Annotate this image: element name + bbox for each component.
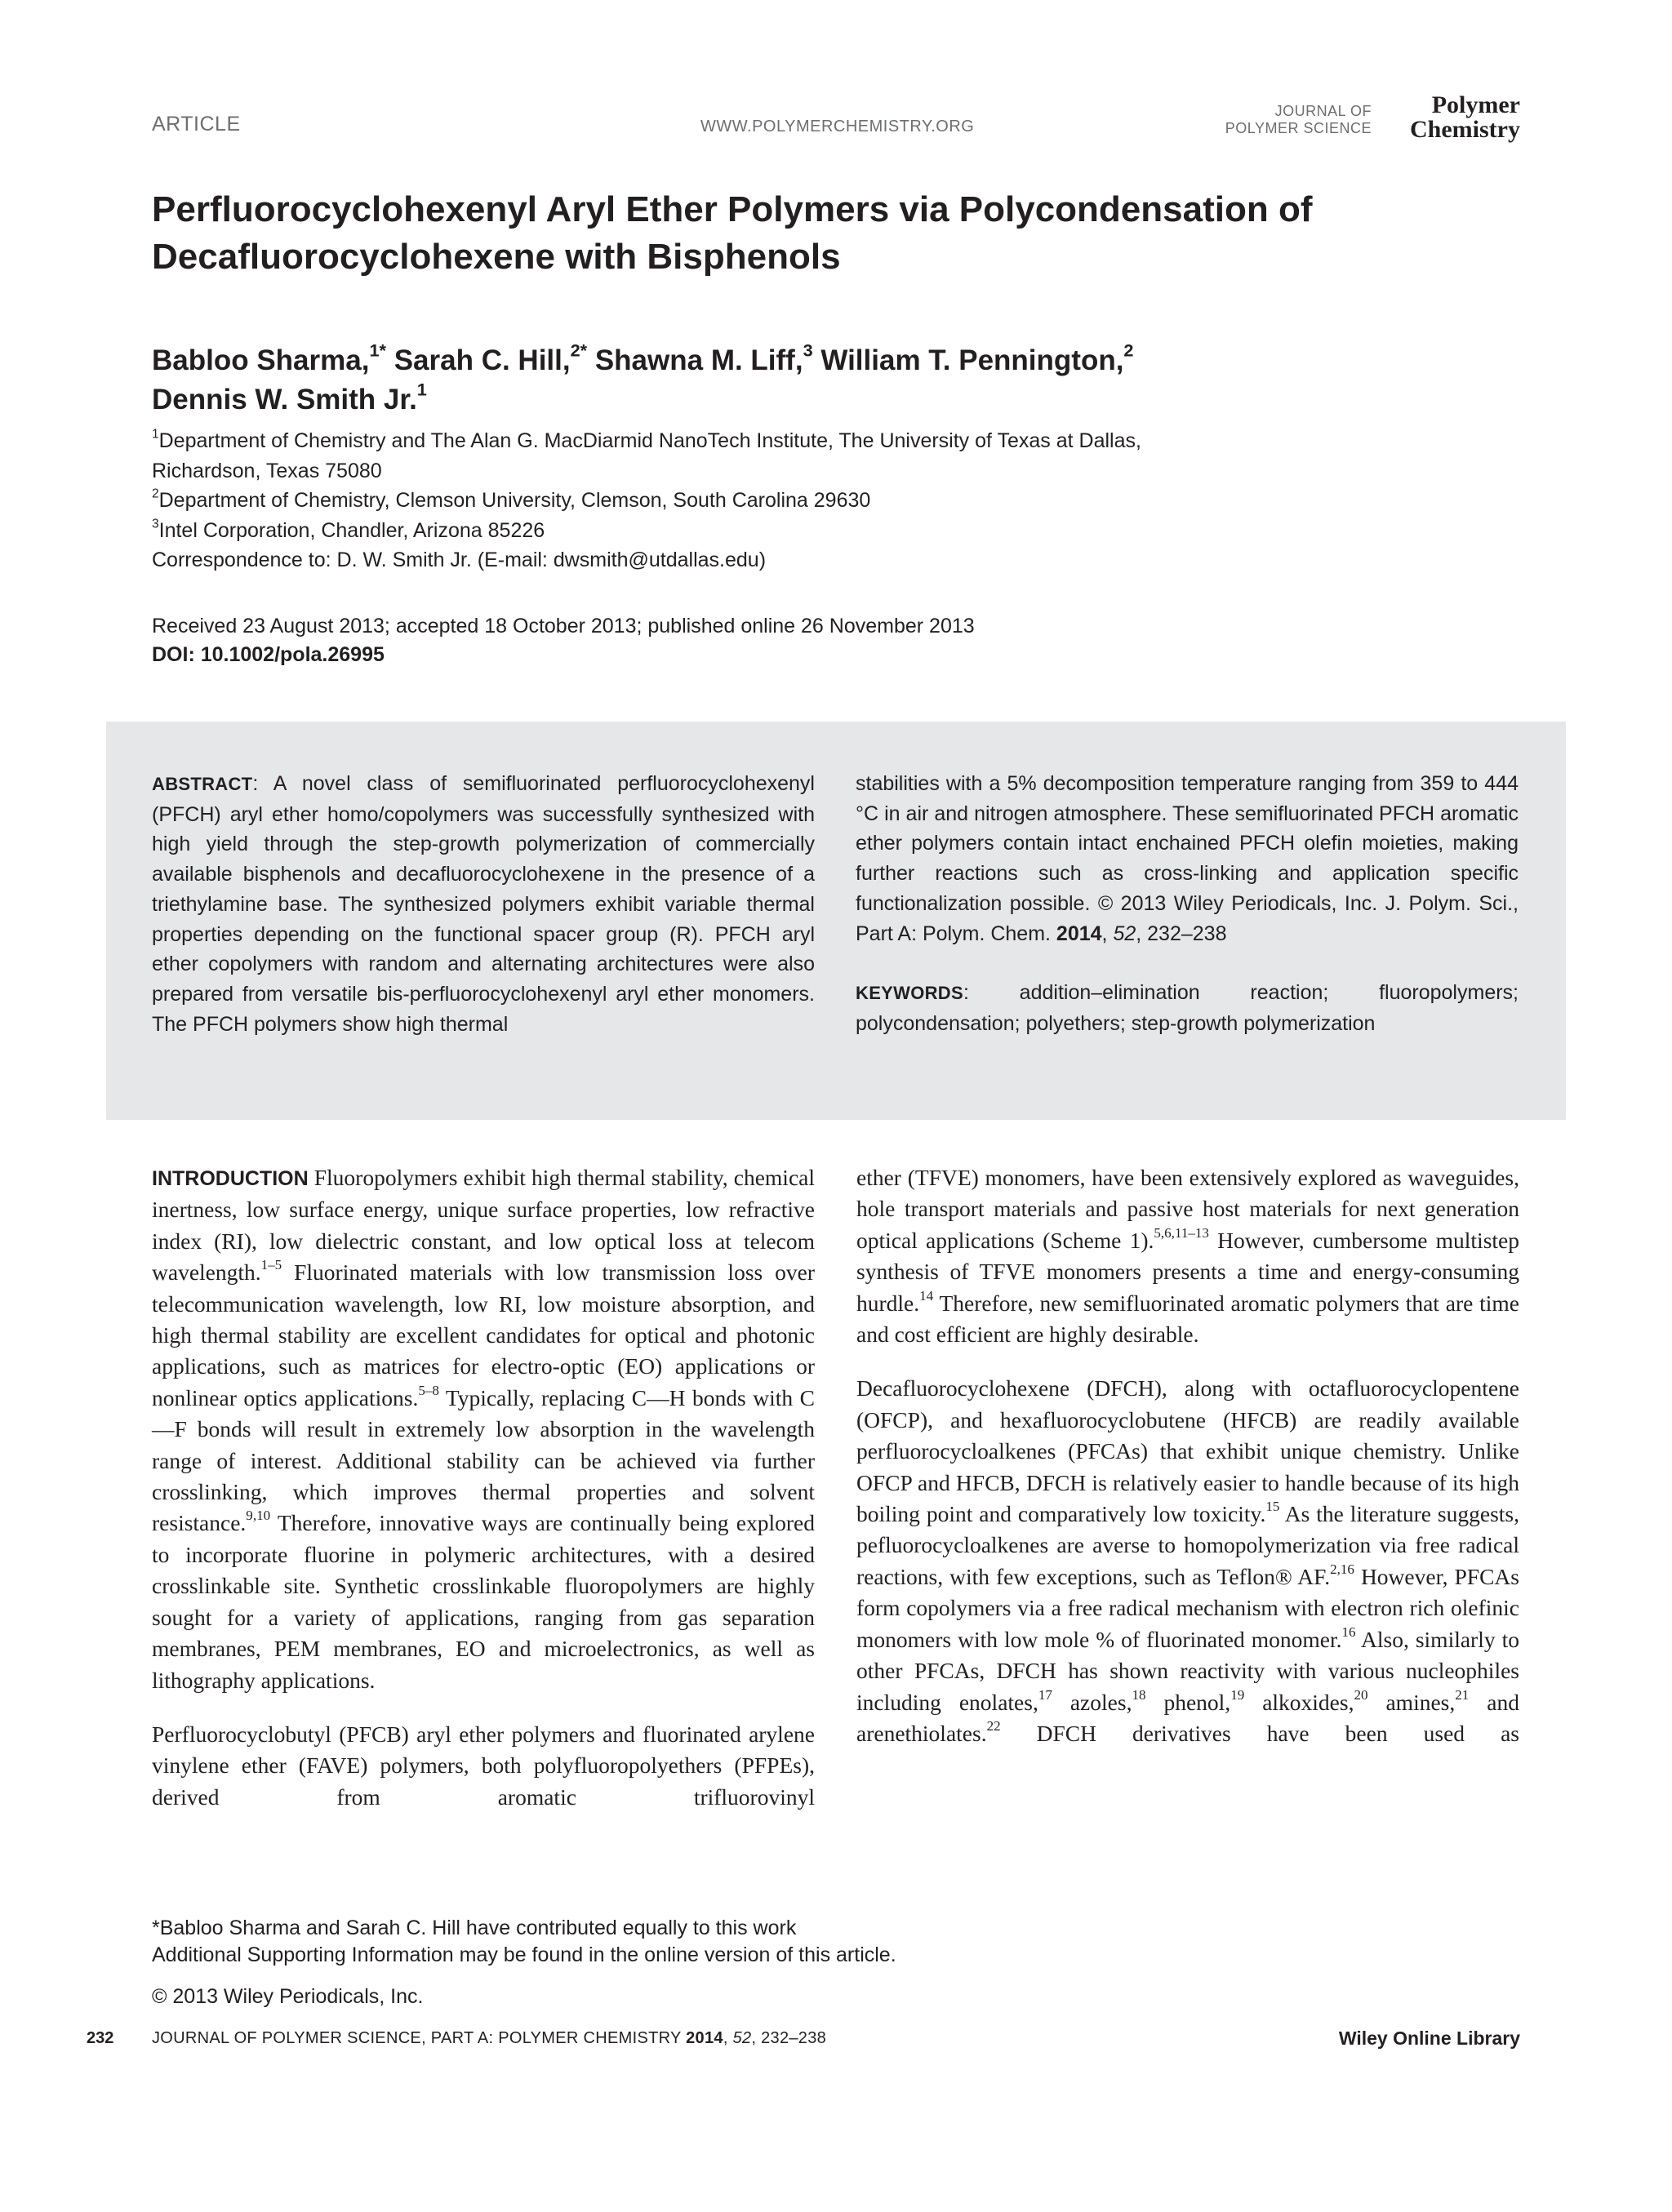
affiliation-number: 2: [152, 486, 159, 501]
citation[interactable]: 5,6,11–13: [1154, 1225, 1209, 1241]
citation[interactable]: 16: [1341, 1623, 1356, 1640]
paragraph-text: azoles,: [1052, 1689, 1132, 1715]
footer-journal-name: JOURNAL OF POLYMER SCIENCE, PART A: POLYMER CHEMISTRY: [152, 2029, 682, 2047]
paragraph-text: As the literature suggests, pefluorocycloalkenes are averse to homopolymerization via free radical reactions, with few exceptions, such as Teflon® AF.: [856, 1501, 1519, 1589]
paragraph-text: However, cumbersome multistep synthesis of TFVE monomers presents a time and energy-consuming hurdle.: [856, 1227, 1519, 1316]
citation[interactable]: 5–8: [418, 1383, 439, 1399]
section-label: ARTICLE: [152, 113, 241, 135]
citation[interactable]: 14: [919, 1287, 934, 1304]
paragraph-text: phenol,: [1145, 1689, 1231, 1715]
affiliation-text: Department of Chemistry, Clemson University, Clemson, South Carolina 29630: [158, 489, 871, 512]
keywords: [856, 978, 1519, 1038]
paragraph-text: Typically, replacing C—H bonds with C—F bonds will result in extremely low absorption in the wavelength range of interest. Additional stability can be achieved via further crosslinking, which improves thermal properties and solvent resistance.: [152, 1384, 816, 1536]
journal-name-line1: JOURNAL OF: [1274, 103, 1372, 119]
affiliation-line: [152, 516, 1523, 546]
citation[interactable]: 1–5: [260, 1257, 282, 1273]
affiliation-number: 3: [152, 516, 159, 531]
affiliation-number: 1: [152, 427, 159, 442]
citation[interactable]: 2,16: [1330, 1561, 1354, 1578]
citation[interactable]: 22: [986, 1718, 1001, 1735]
correspondence-line[interactable]: [152, 545, 1523, 575]
author-name: Sarah C. Hill,: [385, 344, 571, 376]
copyright-note: © 2013 Wiley Periodicals, Inc.: [152, 1985, 424, 2008]
abstract-pages: , 232–238: [1136, 922, 1227, 945]
journal-name: [1225, 103, 1372, 137]
affiliation-line: [152, 456, 1523, 486]
author-affiliation-mark: 2*: [570, 340, 588, 361]
journal-logo: [1410, 93, 1520, 142]
citation[interactable]: 20: [1354, 1686, 1368, 1703]
abstract-column-left: [152, 769, 815, 1039]
footer-volume: 52: [732, 2029, 752, 2047]
received-dates: Received 23 August 2013; accepted 18 October 2013; published online 26 November 2013: [152, 615, 975, 637]
author-name: Shawna M. Liff,: [587, 344, 803, 376]
footer-pages: , 232–238: [751, 2029, 827, 2047]
footer-year: 2014: [686, 2029, 723, 2047]
body-paragraph: Perfluorocyclobutyl (PFCB) aryl ether polymers and fluorinated arylene vinylene ether (FAVE) polymers, both polyfluoropolyethers (PFPEs), derived from aromatic trifluorovinyl: [152, 1721, 815, 1810]
keywords-text: : addition–elimination reaction; fluoropolymers; polycondensation; polyethers; step-growth polymerization: [856, 981, 1519, 1035]
body-column-left: [152, 1162, 815, 1836]
paragraph-text: Also, similarly to other PFCAs, DFCH has shown reactivity with various nucleophiles including enolates,: [856, 1626, 1519, 1715]
publisher-link[interactable]: Wiley Online Library: [1338, 2028, 1520, 2049]
author-affiliation-mark: 3: [803, 340, 813, 361]
affiliation-text: Intel Corporation, Chandler, Arizona 85226: [158, 518, 545, 542]
affiliation-line: [152, 426, 1523, 456]
correspondence-text[interactable]: Correspondence to: D. W. Smith Jr. (E-mail: dwsmith@utdallas.edu): [152, 549, 767, 571]
paragraph-text: alkoxides,: [1244, 1689, 1354, 1715]
body-column-right: [856, 1162, 1519, 1772]
affiliation-text: Department of Chemistry and The Alan G. MacDiarmid NanoTech Institute, The University of Texas at Dallas,: [158, 429, 1141, 452]
journal-website-link[interactable]: WWW.POLYMERCHEMISTRY.ORG: [700, 118, 975, 135]
paragraph-text: and arenethiolates.: [856, 1689, 1519, 1746]
abstract-year: 2014: [1056, 922, 1102, 945]
page-number: 232: [87, 2029, 114, 2047]
abstract-label: ABSTRACT: [152, 774, 253, 794]
abstract-copyright: © 2013 Wiley Periodicals, Inc. J. Polym. Sci., Part A: Polym. Chem.: [856, 891, 1519, 945]
paragraph-text: Therefore, innovative ways are continually being explored to incorporate fluorine in polymeric architectures, with a desired crosslinkable site. Synthetic crosslinkable fluoropolymers are highly sought for a variety of applications, ranging from gas separation membranes, PEM membranes, EO and microelectronics, as well as lithography applications.: [152, 1510, 815, 1693]
abstract-column-right: stabilities with a 5% decomposition temperature ranging from 359 to 444 °C in air and nitrogen atmosphere. These semifluorinated PFCH aromatic ether polymers contain intact enchained PFCH olefin moieties, making further reactions such as cross-linking and application specific functionalization possible. © 2013 Wiley Periodicals, Inc. J. Polym. Sci., Part A: Polym. Chem. 2014, 52, 232–238 KEYWORDS: addition–elimination reaction; fluoropolymers; polycondensation; polyethers; step-growth polymerization: [856, 769, 1519, 1039]
paragraph-text: amines,: [1367, 1689, 1456, 1715]
affiliations: [152, 426, 1523, 575]
supporting-info-note: Additional Supporting Information may be found in the online version of this article.: [152, 1943, 896, 1966]
footnotes: [152, 1915, 1425, 2010]
paragraph-text: ether (TFVE) monomers, have been extensively explored as waveguides, hole transport materials and passive host materials for next generation optical applications (Scheme 1).: [856, 1165, 1519, 1253]
citation[interactable]: 9,10: [246, 1508, 271, 1524]
body-paragraph: [856, 1373, 1519, 1749]
author-name: William T. Pennington,: [812, 344, 1124, 376]
citation[interactable]: 19: [1230, 1686, 1245, 1703]
journal-logo-line2: Chemistry: [1410, 116, 1520, 143]
author-name: Babloo Sharma,: [152, 344, 370, 376]
paragraph-text: However, PFCAs form copolymers via a free radical mechanism with electron rich olefinic monomers with low mole % of fluorinated monomer.: [856, 1563, 1519, 1652]
author-list: [152, 341, 1425, 420]
journal-name-line2: POLYMER SCIENCE: [1225, 120, 1372, 136]
publication-history: [152, 612, 1523, 669]
article-title: Perfluorocyclohexenyl Aryl Ether Polymers via Polycondensation of Decafluorocyclohexene with Bisphenols: [152, 189, 1313, 277]
citation[interactable]: 18: [1132, 1686, 1146, 1703]
citation[interactable]: 21: [1455, 1686, 1470, 1703]
doi-link[interactable]: DOI: 10.1002/pola.26995: [152, 643, 385, 666]
abstract-text: : A novel class of semifluorinated perfluorocyclohexenyl (PFCH) aryl ether homo/copolymers was successfully synthesized with high yield through the step-growth polymerization of commercially available bisphenols and decafluorocyclohexene in the presence of a triethylamine base. The synthesized polymers exhibit variable thermal properties depending on the functional spacer group (R). PFCH aryl ether copolymers with random and alternating architectures were also prepared from versatile bis-perfluorocyclohexenyl aryl ether monomers. The PFCH polymers show high thermal: [152, 772, 815, 1036]
paragraph-text: DFCH derivatives have been used as: [1000, 1720, 1519, 1746]
affiliation-line: [152, 486, 1523, 516]
author-affiliation-mark: 1: [416, 379, 427, 400]
paragraph-text: Decafluorocyclohexene (DFCH), along with octafluorocyclopentene (OFCP), and hexafluorocyclobutene (HFCB) are readily available perfluorocycloalkenes (PFCAs) that exhibit unique chemistry. Unlike OFCP and HFCB, DFCH is relatively easier to handle because of its high boiling point and comparatively low toxicity.: [856, 1375, 1519, 1527]
abstract-box: [106, 722, 1566, 1120]
author-affiliation-mark: 2: [1123, 340, 1134, 361]
author-name: Dennis W. Smith Jr.: [152, 384, 417, 415]
citation[interactable]: 17: [1038, 1686, 1052, 1703]
affiliation-text: Richardson, Texas 75080: [152, 459, 382, 482]
paragraph-text: Fluoropolymers exhibit high thermal stability, chemical inertness, low surface energy, unique surface properties, low refractive index (RI), low dielectric constant, and low optical loss at telecom wavelength.: [152, 1165, 815, 1286]
body-paragraph: [856, 1162, 1519, 1350]
abstract-text-continued: stabilities with a 5% decomposition temperature ranging from 359 to 444 °C in air and nitrogen atmosphere. These semifluorinated PFCH aromatic ether polymers contain intact enchained PFCH olefin moieties, making further reactions such as cross-linking and application specific functionalization possible.: [856, 772, 1519, 915]
section-heading-introduction: INTRODUCTION: [152, 1167, 309, 1190]
intro-paragraph: [152, 1162, 815, 1696]
author-affiliation-mark: 1*: [369, 340, 386, 361]
equal-contribution-note: *Babloo Sharma and Sarah C. Hill have contributed equally to this work: [152, 1917, 797, 1939]
journal-logo-line1: Polymer: [1431, 91, 1520, 118]
abstract-volume: 52: [1113, 922, 1136, 945]
footer-citation: JOURNAL OF POLYMER SCIENCE, PART A: POLYMER CHEMISTRY 2014, 52, 232–238: [152, 2029, 827, 2047]
paragraph-text: Therefore, new semifluorinated aromatic polymers that are time and cost efficient are highly desirable.: [856, 1290, 1519, 1348]
keywords-label: KEYWORDS: [856, 983, 963, 1004]
citation[interactable]: 15: [1265, 1499, 1280, 1515]
paragraph-text: Fluorinated materials with low transmission loss over telecommunication wavelength, low RI, low moisture absorption, and high thermal stability are excellent candidates for optical and photonic applications, such as matrices for electro-optic (EO) applications or nonlinear optics applications.: [152, 1259, 815, 1410]
